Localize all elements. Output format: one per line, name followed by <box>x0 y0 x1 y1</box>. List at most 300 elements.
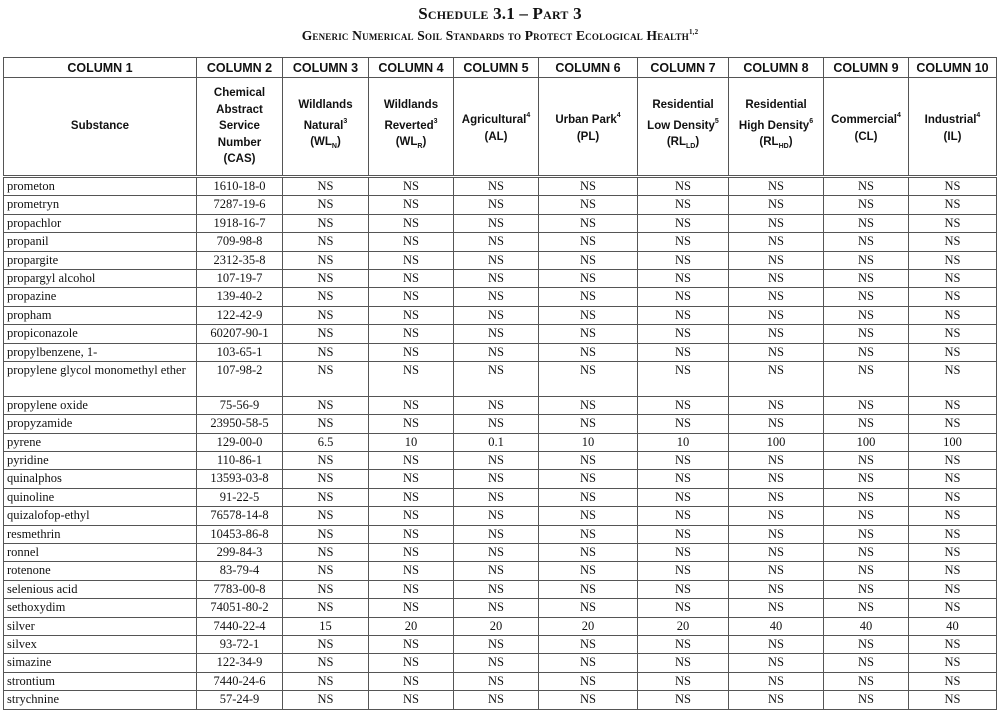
abbr-text: (WL <box>310 136 332 149</box>
column-header-7 <box>638 78 729 177</box>
header-line <box>729 97 823 114</box>
standard-value-cell: NS <box>539 251 638 269</box>
standard-value-cell: NS <box>824 177 909 196</box>
column-number-8: COLUMN 8 <box>729 58 824 78</box>
standard-value-cell: NS <box>729 525 824 543</box>
substance-cell: pyridine <box>4 452 197 470</box>
standard-value-cell: NS <box>454 507 539 525</box>
standard-value-cell: NS <box>729 635 824 653</box>
cas-cell: 91-22-5 <box>197 488 283 506</box>
substance-cell: quinalphos <box>4 470 197 488</box>
standard-value-cell: NS <box>454 470 539 488</box>
standard-value-cell: NS <box>283 415 369 433</box>
standard-value-cell: NS <box>539 288 638 306</box>
cas-cell: 139-40-2 <box>197 288 283 306</box>
substance-cell: simazine <box>4 654 197 672</box>
standard-value-cell: NS <box>283 251 369 269</box>
schedule-title: Schedule 3.1 – Part 3 <box>418 4 582 23</box>
standard-value-cell: NS <box>539 544 638 562</box>
standard-value-cell: NS <box>454 325 539 343</box>
substance-cell: resmethrin <box>4 525 197 543</box>
header-line-text: Residential <box>745 99 807 112</box>
header-line <box>369 97 453 114</box>
standard-value-cell: 10 <box>539 433 638 451</box>
standard-value-cell: NS <box>539 396 638 414</box>
column-header-10 <box>909 78 997 177</box>
standard-value-cell: 100 <box>824 433 909 451</box>
cas-cell: 1610-18-0 <box>197 177 283 196</box>
standard-value-cell: NS <box>824 525 909 543</box>
standard-value-cell: NS <box>638 325 729 343</box>
header-line <box>197 151 282 168</box>
header-line-text: Chemical <box>213 87 266 100</box>
standard-value-cell: NS <box>369 325 454 343</box>
standard-value-cell: NS <box>909 525 997 543</box>
table-row <box>4 415 997 433</box>
standard-value-cell: NS <box>369 343 454 361</box>
header-line <box>638 114 728 135</box>
standard-value-cell: NS <box>729 580 824 598</box>
table-row <box>4 288 997 306</box>
standard-value-cell: NS <box>454 452 539 470</box>
standard-value-cell: NS <box>283 269 369 287</box>
standard-value-cell: NS <box>638 452 729 470</box>
table-row <box>4 177 997 196</box>
standard-value-cell: 15 <box>283 617 369 635</box>
table-row <box>4 525 997 543</box>
standard-value-cell: NS <box>638 214 729 232</box>
table-row <box>4 544 997 562</box>
standard-value-cell: NS <box>909 233 997 251</box>
standard-value-cell: 20 <box>638 617 729 635</box>
standard-value-cell: NS <box>454 635 539 653</box>
standard-value-cell: NS <box>729 507 824 525</box>
table-row <box>4 599 997 617</box>
standard-value-cell: NS <box>824 288 909 306</box>
standard-value-cell: NS <box>283 654 369 672</box>
standard-value-cell: NS <box>454 599 539 617</box>
standard-value-cell: NS <box>909 269 997 287</box>
cas-cell: 103-65-1 <box>197 343 283 361</box>
substance-cell: strontium <box>4 672 197 690</box>
header-line <box>283 97 368 114</box>
standard-value-cell: NS <box>729 396 824 414</box>
standard-value-cell: NS <box>539 343 638 361</box>
standard-value-cell: NS <box>909 488 997 506</box>
cas-cell: 129-00-0 <box>197 433 283 451</box>
standard-value-cell: 20 <box>539 617 638 635</box>
standard-value-cell: NS <box>638 177 729 196</box>
header-abbreviation: $(WL_N)$ <box>310 136 341 151</box>
standard-value-cell: NS <box>369 562 454 580</box>
header-line <box>197 102 282 119</box>
cas-cell: 7783-00-8 <box>197 580 283 598</box>
standard-value-cell: NS <box>539 214 638 232</box>
header-footnote: 3 <box>343 117 348 125</box>
header-line-text: High Density <box>738 119 810 132</box>
standard-value-cell: NS <box>369 691 454 709</box>
standard-value-cell: NS <box>638 544 729 562</box>
header-line-text: Agricultural <box>461 114 527 126</box>
standard-value-cell: NS <box>454 233 539 251</box>
standard-value-cell: NS <box>824 343 909 361</box>
table-row <box>4 196 997 214</box>
table-row <box>4 672 997 690</box>
standard-value-cell: NS <box>283 599 369 617</box>
cas-cell: 709-98-8 <box>197 233 283 251</box>
header-line-text: Low Density <box>647 119 715 132</box>
standard-value-cell: NS <box>824 507 909 525</box>
cas-cell: 299-84-3 <box>197 544 283 562</box>
standard-value-cell: NS <box>729 544 824 562</box>
table-row <box>4 396 997 414</box>
table-row <box>4 470 997 488</box>
standard-value-cell: NS <box>729 452 824 470</box>
standard-value-cell: NS <box>539 654 638 672</box>
standard-value-cell: NS <box>454 177 539 196</box>
substance-cell: selenious acid <box>4 580 197 598</box>
standard-value-cell: NS <box>729 415 824 433</box>
standard-value-cell: NS <box>824 544 909 562</box>
header-footnote: 4 <box>976 112 981 119</box>
header-footnote: 4 <box>526 112 531 119</box>
standard-value-cell: NS <box>909 580 997 598</box>
header-line-text: Substance <box>70 120 130 133</box>
standard-value-cell: NS <box>824 562 909 580</box>
standard-value-cell: NS <box>539 599 638 617</box>
standard-value-cell: NS <box>824 635 909 653</box>
standard-value-cell: NS <box>369 544 454 562</box>
standard-value-cell: NS <box>909 562 997 580</box>
standard-value-cell: NS <box>454 562 539 580</box>
subtitle-footnote: 1,2 <box>688 28 699 36</box>
cas-cell: 83-79-4 <box>197 562 283 580</box>
header-line <box>729 114 823 135</box>
table-row <box>4 488 997 506</box>
header-abbreviation: $(RL_{LD})$ <box>666 136 700 151</box>
standard-value-cell: NS <box>283 361 369 396</box>
header-line-text: Urban Park <box>555 114 617 126</box>
standard-value-cell: NS <box>283 525 369 543</box>
standard-value-cell: NS <box>638 580 729 598</box>
substance-cell: propylene glycol monomethyl ether <box>4 361 197 396</box>
standard-value-cell: NS <box>283 580 369 598</box>
standard-value-cell: NS <box>824 361 909 396</box>
standard-value-cell: NS <box>909 635 997 653</box>
standard-value-cell: NS <box>824 214 909 232</box>
table-row <box>4 691 997 709</box>
standard-value-cell: NS <box>824 691 909 709</box>
table-row <box>4 617 997 635</box>
standard-value-cell: NS <box>283 214 369 232</box>
standard-value-cell: NS <box>283 196 369 214</box>
column-number-6: COLUMN 6 <box>539 58 638 78</box>
standard-value-cell: NS <box>454 251 539 269</box>
header-line-text: (CAS) <box>223 153 256 166</box>
table-row <box>4 654 997 672</box>
standard-value-cell: NS <box>729 343 824 361</box>
standard-value-cell: NS <box>729 325 824 343</box>
header-abbreviation: $(WL_R)$ <box>395 136 427 151</box>
standard-value-cell: NS <box>539 488 638 506</box>
column-header-5 <box>454 78 539 177</box>
substance-cell: pyrene <box>4 433 197 451</box>
abbr-text: (WL <box>395 136 418 149</box>
standard-value-cell: NS <box>729 654 824 672</box>
abbr-subscript: R <box>417 143 423 151</box>
standard-value-cell: NS <box>369 525 454 543</box>
table-row <box>4 635 997 653</box>
abbr-text: (PL) <box>576 130 600 143</box>
substance-cell: rotenone <box>4 562 197 580</box>
standard-value-cell: NS <box>729 177 824 196</box>
column-header-3 <box>283 78 369 177</box>
header-line-text: Wildlands <box>298 99 353 112</box>
header-abbreviation <box>824 129 908 146</box>
standard-value-cell: NS <box>539 580 638 598</box>
standard-value-cell: NS <box>638 470 729 488</box>
column-number-5: COLUMN 5 <box>454 58 539 78</box>
standard-value-cell: NS <box>283 396 369 414</box>
header-abbreviation <box>909 129 996 146</box>
standard-value-cell: NS <box>824 415 909 433</box>
standard-value-cell: 100 <box>909 433 997 451</box>
table-row <box>4 507 997 525</box>
standard-value-cell: NS <box>283 488 369 506</box>
standard-value-cell: NS <box>283 507 369 525</box>
standard-value-cell: NS <box>909 361 997 396</box>
standard-value-cell: NS <box>729 196 824 214</box>
table-row <box>4 306 997 324</box>
standard-value-cell: NS <box>729 361 824 396</box>
standard-value-cell: NS <box>729 562 824 580</box>
table-row <box>4 233 997 251</box>
standard-value-cell: NS <box>729 691 824 709</box>
header-line <box>197 135 282 152</box>
cas-cell: 57-24-9 <box>197 691 283 709</box>
header-line-text: Industrial <box>924 114 977 126</box>
standard-value-cell: NS <box>454 525 539 543</box>
standard-value-cell: NS <box>369 396 454 414</box>
table-row <box>4 433 997 451</box>
cas-cell: 75-56-9 <box>197 396 283 414</box>
standard-value-cell: NS <box>824 325 909 343</box>
standard-value-cell: NS <box>283 288 369 306</box>
standard-value-cell: NS <box>909 691 997 709</box>
header-line <box>197 85 282 102</box>
header-line <box>638 97 728 114</box>
cas-cell: 7440-24-6 <box>197 672 283 690</box>
standard-value-cell: NS <box>909 306 997 324</box>
standard-value-cell: NS <box>539 361 638 396</box>
standard-value-cell: NS <box>729 251 824 269</box>
table-row <box>4 343 997 361</box>
standard-value-cell: NS <box>539 306 638 324</box>
standard-value-cell: NS <box>283 177 369 196</box>
standard-value-cell: NS <box>539 562 638 580</box>
substance-cell: propylene oxide <box>4 396 197 414</box>
column-header-2 <box>197 78 283 177</box>
table-row <box>4 562 997 580</box>
standard-value-cell: NS <box>909 396 997 414</box>
substance-cell: quizalofop-ethyl <box>4 507 197 525</box>
header-line-text: Commercial <box>831 114 897 126</box>
standard-value-cell: NS <box>909 470 997 488</box>
standard-value-cell: NS <box>539 196 638 214</box>
standard-value-cell: NS <box>369 415 454 433</box>
standard-value-cell: 6.5 <box>283 433 369 451</box>
substance-cell: prometryn <box>4 196 197 214</box>
column-number-7: COLUMN 7 <box>638 58 729 78</box>
standard-value-cell: NS <box>909 196 997 214</box>
standard-value-cell: NS <box>638 396 729 414</box>
header-line <box>4 118 196 135</box>
standard-value-cell: NS <box>638 507 729 525</box>
standard-value-cell: NS <box>909 288 997 306</box>
standard-value-cell: NS <box>638 691 729 709</box>
standard-value-cell: NS <box>454 580 539 598</box>
standard-value-cell: NS <box>729 214 824 232</box>
header-footnote: 4 <box>616 112 621 119</box>
soil-standards-table <box>3 57 997 710</box>
standard-value-cell: NS <box>369 470 454 488</box>
standard-value-cell: NS <box>539 325 638 343</box>
standard-value-cell: NS <box>539 233 638 251</box>
table-row <box>4 269 997 287</box>
standard-value-cell: NS <box>454 488 539 506</box>
standard-value-cell: 100 <box>729 433 824 451</box>
standard-value-cell: NS <box>909 544 997 562</box>
header-line <box>454 108 538 129</box>
table-body <box>4 177 997 710</box>
column-header-row <box>4 78 997 177</box>
standard-value-cell: NS <box>283 452 369 470</box>
cas-cell: 110-86-1 <box>197 452 283 470</box>
standard-value-cell: 20 <box>454 617 539 635</box>
standard-value-cell: NS <box>909 214 997 232</box>
standard-value-cell: NS <box>638 654 729 672</box>
column-header-8 <box>729 78 824 177</box>
header-footnote: 5 <box>714 117 719 125</box>
standard-value-cell: NS <box>638 343 729 361</box>
table-row <box>4 251 997 269</box>
standard-value-cell: NS <box>824 672 909 690</box>
standard-value-cell: NS <box>909 654 997 672</box>
abbr-text: (RL <box>666 136 686 149</box>
standard-value-cell: NS <box>638 361 729 396</box>
standard-value-cell: NS <box>454 288 539 306</box>
standard-value-cell: 10 <box>369 433 454 451</box>
standard-value-cell: NS <box>729 233 824 251</box>
header-line <box>283 114 368 135</box>
standard-value-cell: NS <box>729 269 824 287</box>
standard-value-cell: NS <box>369 654 454 672</box>
column-number-4: COLUMN 4 <box>369 58 454 78</box>
standard-value-cell: NS <box>283 544 369 562</box>
header-abbreviation <box>539 129 637 146</box>
standard-value-cell: NS <box>729 306 824 324</box>
standard-value-cell: NS <box>824 396 909 414</box>
substance-cell: propham <box>4 306 197 324</box>
standard-value-cell: NS <box>638 599 729 617</box>
cas-cell: 122-34-9 <box>197 654 283 672</box>
header-line-text: Wildlands <box>383 99 439 112</box>
standard-value-cell: NS <box>539 635 638 653</box>
substance-cell: propargyl alcohol <box>4 269 197 287</box>
standard-value-cell: NS <box>539 269 638 287</box>
header-line-text: Natural <box>303 119 344 132</box>
standard-value-cell: NS <box>638 233 729 251</box>
header-footnote: 6 <box>809 117 814 125</box>
header-line-text: Residential <box>652 99 714 112</box>
substance-cell: propiconazole <box>4 325 197 343</box>
substance-cell: ronnel <box>4 544 197 562</box>
cas-cell: 76578-14-8 <box>197 507 283 525</box>
header-footnote: 3 <box>433 117 438 125</box>
standard-value-cell: NS <box>824 251 909 269</box>
cas-cell: 2312-35-8 <box>197 251 283 269</box>
cas-cell: 10453-86-8 <box>197 525 283 543</box>
table-row <box>4 580 997 598</box>
standard-value-cell: NS <box>369 488 454 506</box>
standard-value-cell: NS <box>539 470 638 488</box>
abbr-text: (AL) <box>484 130 508 143</box>
standard-value-cell: NS <box>729 470 824 488</box>
header-line <box>369 114 453 135</box>
standard-value-cell: NS <box>454 343 539 361</box>
standard-value-cell: NS <box>283 233 369 251</box>
standard-value-cell: NS <box>909 672 997 690</box>
column-number-3: COLUMN 3 <box>283 58 369 78</box>
standard-value-cell: NS <box>909 507 997 525</box>
header-line <box>824 108 908 129</box>
standard-value-cell: NS <box>454 214 539 232</box>
standard-value-cell: NS <box>539 691 638 709</box>
standard-value-cell: NS <box>909 599 997 617</box>
cas-cell: 107-98-2 <box>197 361 283 396</box>
standard-value-cell: NS <box>454 269 539 287</box>
standard-value-cell: NS <box>539 525 638 543</box>
standard-value-cell: NS <box>824 488 909 506</box>
cas-cell: 122-42-9 <box>197 306 283 324</box>
standard-value-cell: NS <box>454 415 539 433</box>
substance-cell: sethoxydim <box>4 599 197 617</box>
standard-value-cell: NS <box>283 343 369 361</box>
standard-value-cell: NS <box>539 452 638 470</box>
standard-value-cell: 0.1 <box>454 433 539 451</box>
standard-value-cell: NS <box>638 672 729 690</box>
standard-value-cell: NS <box>454 544 539 562</box>
abbr-text: (RL <box>759 136 779 149</box>
cas-cell: 93-72-1 <box>197 635 283 653</box>
standard-value-cell: NS <box>824 654 909 672</box>
standard-value-cell: NS <box>824 233 909 251</box>
header-line <box>197 118 282 135</box>
standard-value-cell: NS <box>909 177 997 196</box>
substance-cell: propachlor <box>4 214 197 232</box>
standard-value-cell: NS <box>638 269 729 287</box>
column-header-1 <box>4 78 197 177</box>
standard-value-cell: NS <box>909 325 997 343</box>
header-abbreviation: $(RL_{HD})$ <box>759 136 793 151</box>
header-line-text: Service <box>219 120 260 133</box>
cas-cell: 23950-58-5 <box>197 415 283 433</box>
column-number-10: COLUMN 10 <box>909 58 997 78</box>
standard-value-cell: NS <box>369 599 454 617</box>
substance-cell: propyzamide <box>4 415 197 433</box>
standard-value-cell: NS <box>909 415 997 433</box>
standard-value-cell: NS <box>909 343 997 361</box>
